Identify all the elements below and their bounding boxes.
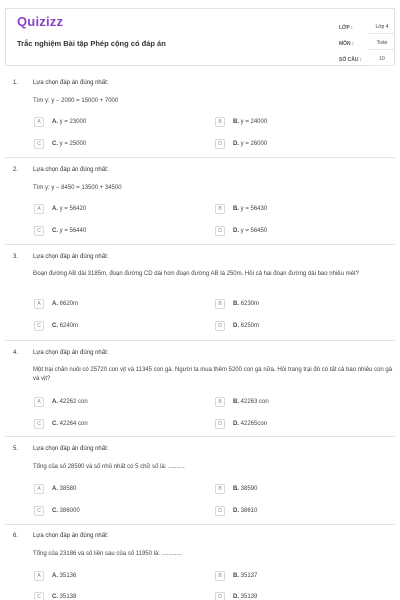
meta-row-subject	[339, 37, 399, 53]
option-d[interactable]	[215, 419, 365, 431]
option-box: D	[215, 321, 225, 331]
question-number: 6.	[13, 533, 19, 539]
meta-label: LỚP :	[339, 25, 353, 31]
option-c[interactable]	[34, 321, 184, 333]
option-box: C	[34, 139, 44, 149]
option-letter: C.	[52, 421, 58, 427]
question-number: 3.	[13, 254, 19, 260]
quizizz-logo: Quizizz	[17, 14, 64, 29]
option-b[interactable]	[215, 117, 365, 129]
option-d[interactable]	[215, 506, 365, 518]
question-divider	[5, 157, 395, 158]
meta-label: SỐ CÂU :	[339, 57, 362, 63]
option-box: B	[215, 204, 225, 214]
meta-value: Lớp 4	[369, 21, 395, 34]
option-c[interactable]	[34, 226, 184, 238]
option-a[interactable]	[34, 484, 184, 496]
option-letter: C.	[52, 141, 58, 147]
option-label: 38610	[239, 508, 258, 514]
option-box: C	[34, 592, 44, 600]
question-divider	[5, 340, 395, 341]
option-box: A	[34, 484, 44, 494]
option-letter: D.	[233, 508, 239, 514]
option-label: 6620m	[58, 301, 79, 307]
option-c[interactable]	[34, 139, 184, 151]
option-label: y = 56430	[239, 206, 268, 212]
option-b[interactable]	[215, 571, 365, 583]
option-letter: B.	[233, 573, 239, 579]
option-label: 35138	[58, 594, 77, 600]
option-letter: D.	[233, 323, 239, 329]
option-letter: B.	[233, 119, 239, 125]
option-box: D	[215, 139, 225, 149]
option-letter: D.	[233, 141, 239, 147]
question-number: 5.	[13, 446, 19, 452]
option-d[interactable]	[215, 139, 365, 151]
question-divider	[5, 244, 395, 245]
meta-row-count	[339, 53, 399, 69]
question-text: Tìm y: y − 8450 = 13500 + 34500	[33, 185, 122, 191]
meta-row-class	[339, 21, 399, 37]
option-letter: A.	[52, 301, 58, 307]
option-a[interactable]	[34, 571, 184, 583]
question-text: Tổng của số 28590 và số nhỏ nhất có 5 chữ số là: ..........	[33, 464, 185, 470]
option-label: y = 23000	[58, 119, 87, 125]
option-letter: B.	[233, 399, 239, 405]
option-letter: B.	[233, 301, 239, 307]
question-text: Tổng của 23186 và số liền sau của số 11950 là: ............	[33, 551, 182, 557]
option-letter: C.	[52, 508, 58, 514]
option-box: C	[34, 226, 44, 236]
option-letter: A.	[52, 399, 58, 405]
question-instruction: Lựa chọn đáp án đúng nhất:	[33, 533, 109, 539]
option-label: y = 25000	[58, 141, 87, 147]
option-letter: C.	[52, 323, 58, 329]
question-instruction: Lựa chọn đáp án đúng nhất:	[33, 350, 109, 356]
option-b[interactable]	[215, 204, 365, 216]
option-box: B	[215, 397, 225, 407]
option-letter: A.	[52, 573, 58, 579]
option-letter: C.	[52, 228, 58, 234]
page-title: Trắc nghiệm Bài tập Phép cộng có đáp án	[17, 39, 166, 48]
worksheet-header	[5, 8, 395, 66]
option-box: B	[215, 484, 225, 494]
option-b[interactable]	[215, 299, 365, 311]
option-box: A	[34, 299, 44, 309]
option-a[interactable]	[34, 204, 184, 216]
option-label: 35136	[58, 573, 77, 579]
question-instruction: Lựa chọn đáp án đúng nhất:	[33, 446, 109, 452]
option-label: 42263 con	[239, 399, 269, 405]
option-label: 35139	[239, 594, 258, 600]
option-letter: D.	[233, 421, 239, 427]
option-box: B	[215, 571, 225, 581]
question-text: Đoạn đường AB dài 3185m, đoạn đường CD dài hơn đoạn đường AB là 250m. Hỏi cả hai đoạn đường dài bao nhiêu mét?	[33, 271, 359, 277]
question-divider	[5, 524, 395, 525]
option-b[interactable]	[215, 397, 365, 409]
option-letter: A.	[52, 206, 58, 212]
question-instruction: Lựa chọn đáp án đúng nhất:	[33, 167, 109, 173]
option-label: 6230m	[239, 301, 260, 307]
option-label: 386000	[58, 508, 80, 514]
meta-label: MÔN :	[339, 41, 354, 47]
option-label: y = 56440	[58, 228, 87, 234]
option-letter: A.	[52, 119, 58, 125]
option-label: 6250m	[239, 323, 260, 329]
option-b[interactable]	[215, 484, 365, 496]
option-a[interactable]	[34, 397, 184, 409]
option-box: D	[215, 419, 225, 429]
option-a[interactable]	[34, 117, 184, 129]
option-letter: D.	[233, 228, 239, 234]
option-label: 38580	[58, 486, 77, 492]
question-text: Tìm y: y − 2000 = 15000 + 7000	[33, 98, 119, 104]
option-letter: D.	[233, 594, 239, 600]
option-label: 38590	[239, 486, 258, 492]
option-letter: B.	[233, 486, 239, 492]
option-label: y = 56450	[239, 228, 268, 234]
question-instruction: Lựa chọn đáp án đúng nhất:	[33, 80, 109, 86]
option-box: A	[34, 571, 44, 581]
option-letter: B.	[233, 206, 239, 212]
option-box: A	[34, 117, 44, 127]
question-instruction: Lựa chọn đáp án đúng nhất:	[33, 254, 109, 260]
option-letter: C.	[52, 594, 58, 600]
option-box: C	[34, 321, 44, 331]
option-a[interactable]	[34, 299, 184, 311]
option-label: 42265con	[239, 421, 268, 427]
option-label: y = 26000	[239, 141, 268, 147]
option-box: D	[215, 506, 225, 516]
option-label: y = 56420	[58, 206, 87, 212]
option-d[interactable]	[215, 321, 365, 333]
question-number: 1.	[13, 80, 19, 86]
option-d[interactable]	[215, 592, 365, 600]
option-letter: A.	[52, 486, 58, 492]
meta-table	[339, 21, 399, 69]
option-box: A	[34, 397, 44, 407]
question-number: 2.	[13, 167, 19, 173]
option-box: A	[34, 204, 44, 214]
option-d[interactable]	[215, 226, 365, 238]
option-box: B	[215, 117, 225, 127]
question-text: Một trại chăn nuôi có 25720 con vịt và 11345 con gà. Người ta mua thêm 5200 con gà nữa. Hỏi trang trại đó có tất cả bao nhiêu con gà và vịt?	[33, 367, 393, 382]
option-c[interactable]	[34, 592, 184, 600]
option-box: C	[34, 506, 44, 516]
option-c[interactable]	[34, 419, 184, 431]
option-label: 35137	[239, 573, 258, 579]
question-divider	[5, 436, 395, 437]
option-box: D	[215, 226, 225, 236]
option-box: B	[215, 299, 225, 309]
option-box: C	[34, 419, 44, 429]
option-c[interactable]	[34, 506, 184, 518]
option-label: 6240m	[58, 323, 79, 329]
meta-value: 10	[369, 53, 395, 66]
option-label: 42262 con	[58, 399, 88, 405]
meta-value: Toán	[369, 37, 395, 50]
question-number: 4.	[13, 350, 19, 356]
option-label: y = 24000	[239, 119, 268, 125]
option-box: D	[215, 592, 225, 600]
option-label: 42264 con	[58, 421, 88, 427]
